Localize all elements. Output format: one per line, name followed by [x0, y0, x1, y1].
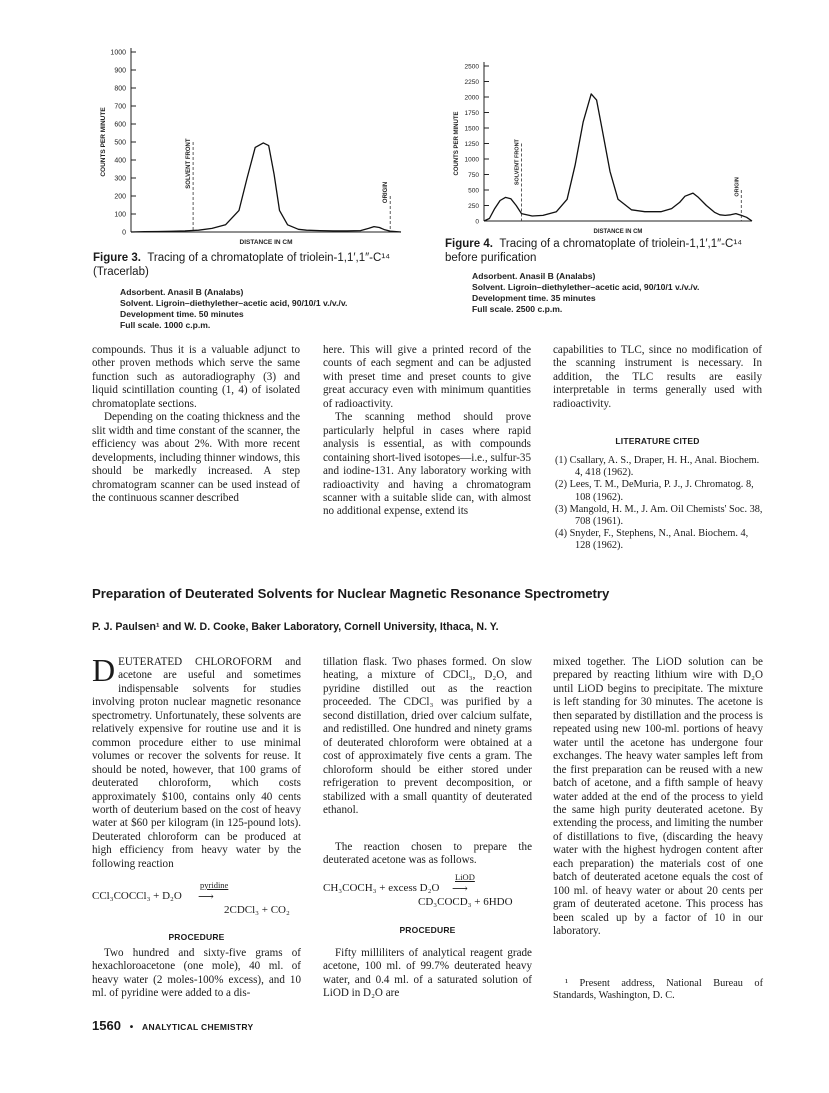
y-tick-label: 2000 — [464, 94, 479, 102]
y-axis-label: COUNTS PER MINUTE — [454, 111, 460, 176]
article-column-2: tillation flask. Two phases formed. On slow heating, a mixture of CDCl₃, D₂O, and pyridine distilled out as the reaction proceeded. The CDCl₃ was purified by a second distillation, dried over calcium sulfate, and redistilled. One hundred and ninety grams of deuterated chloroform were obtained at a cost of approximately five cents a gram. The chloroform should be either stored under refrigeration to prevent decomposition, or stabilized with a small quantity of deuterated ethanol. — [323, 656, 532, 816]
y-tick-label: 600 — [114, 121, 126, 129]
figure-4-caption: Figure 4. Tracing of a chromatoplate of triolein-1,1′,1″-C¹⁴ before purification — [445, 238, 743, 264]
y-tick-label: 700 — [114, 103, 126, 111]
y-tick-label: 800 — [114, 85, 126, 93]
y-axis-label: COUNTS PER MINUTE — [100, 107, 107, 177]
page-number: 1560 — [92, 1018, 121, 1033]
reference-3: (3) Mangold, H. M., J. Am. Oil Chemists' Soc. 38, 708 (1961). — [555, 503, 763, 528]
y-tick-label: 1500 — [464, 125, 479, 133]
y-tick-label: 1000 — [110, 49, 126, 57]
y-tick-label: 500 — [114, 139, 126, 147]
figure-4-meta: Adsorbent. Anasil B (Analabs) Solvent. Ligroin–diethylether–acetic acid, 90/10/1 v./v./v. Development time. 35 minutes Full scale. 2500 c.p.m. — [472, 271, 700, 314]
x-axis-label: DISTANCE IN CM — [239, 239, 293, 246]
reference-1: (1) Csallary, A. S., Draper, H. H., Anal. Biochem. 4, 418 (1962). — [555, 455, 760, 479]
top-column-2: here. This will give a printed record of the counts of each segment and can be adjusted with preset time and preset counts to give great accuracy even with minimum quantities of radioactivity. The scanning method should prove particularly helpful in cases where rapid analysis is essential, as with compounds containing short-lived isotopes—i.e., sulfur-35 and iodine-131. Any laboratory working with radioactivity and having a chromatogram scanner with a suitable slide can, with almost no additional expense, extend its — [323, 344, 531, 518]
trace-line — [484, 94, 752, 221]
y-tick-label: 2250 — [464, 79, 479, 86]
y-tick-label: 250 — [468, 203, 479, 210]
article-column-1: DEUTERATED CHLOROFORM and acetone are useful and sometimes indispensable solvents for studies involving proton nuclear magnetic resonance spectrometry. Unfortunately, these solvents are relatively expensive for routine use and it is common procedure either to use minimal volumes or recover the solvents for reuse. It should be noted, however, that 100 grams of deuterated chloroform, which costs approximately $100, contains only 40 cents worth of deuterium based on the cost of heavy water at $60 per kilogram (in 125-pound lots). Deuterated chloroform can be produced at high efficiency from heavy water by the following reaction — [92, 652, 302, 870]
article-column-2c: Fifty milliliters of analytical reagent grade acetone, 100 ml. of 99.7% deuterated heavy water, and 0.4 ml. of a saturated solution of LiOD in D₂O are — [323, 947, 532, 1000]
solvent-front-label: SOLVENT FRONT — [514, 139, 521, 186]
top-column-3: capabilities to TLC, since no modification of the scanning instrument is necessary. In addition, the TLC results are easily interpretable in terms generally used with radioactivity. — [553, 344, 762, 410]
procedure-heading-1: PROCEDURE — [168, 932, 225, 942]
y-tick-label: 1750 — [464, 110, 479, 117]
figure-3-meta: Adsorbent. Anasil B (Analabs) Solvent. Ligroin–diethylether–acetic acid, 90/10/1 v./v./v. Development time. 50 minutes Full scale. 1000 c.p.m. — [120, 287, 348, 330]
y-tick-label: 900 — [114, 67, 126, 75]
page-footer: 1560 • ANALYTICAL CHEMISTRY — [92, 1018, 254, 1033]
figure-3-chart — [88, 42, 408, 247]
solvent-front-label: SOLVENT FRONT — [186, 138, 193, 189]
y-tick-label: 200 — [114, 193, 126, 201]
article-title: Preparation of Deuterated Solvents for Nuclear Magnetic Resonance Spectrometry — [92, 586, 610, 601]
footnote: ¹ Present address, National Bureau of Standards, Washington, D. C. — [553, 978, 763, 1002]
y-tick-label: 0 — [475, 218, 479, 226]
article-column-2b: The reaction chosen to prepare the deuterated acetone was as follows. — [323, 841, 532, 867]
article-column-3: mixed together. The LiOD solution can be prepared by reacting lithium wire with D₂O until LiOD begins to precipitate. The mixture is left standing for 30 minutes. The acetone is then separated by distillation and the process is repeated using new 100-ml. portions of heavy water until the acetone has undergone four exchanges. The heavy water samples left from the first preparation can be reused with a new batch of acetone, and a fifth sample of heavy water added at the end of the process to yield the same high purity deuterated acetone. By extending the process, and limiting the number of distillations to five, (discarding the heavy water with the highest hydrogen content after each preparation) the materials cost of one batch of deuterated acetone equals the cost of 100 ml. of heavy water or about 20 cents per gram of deuterated acetone. This process has been scaled up by a factor of 10 in our laboratory. — [553, 656, 763, 938]
drop-cap: D — [92, 652, 116, 688]
y-tick-label: 400 — [114, 157, 126, 165]
y-tick-label: 500 — [468, 187, 479, 195]
figure-3-caption: Figure 3. Tracing of a chromatoplate of triolein-1,1′,1″-C¹⁴ (Tracerlab) — [93, 252, 391, 278]
y-tick-label: 100 — [114, 211, 126, 219]
literature-cited-heading: LITERATURE CITED — [615, 436, 700, 446]
y-tick-label: 0 — [122, 229, 126, 237]
journal-name: ANALYTICAL CHEMISTRY — [142, 1022, 254, 1032]
top-column-1: compounds. Thus it is a valuable adjunct to other proven methods which serve the same function such as autoradiography (3) and liquid scintillation counting (1, 4) of isolated chromatoplate sections. Depending on the coating thickness and the slit width and time constant of the scanner, the efficiency was about 2%. With more recent developments, including thinner windows, this should be markedly increased. A step chromatogram scanner can be used instead of the continuous scanner described — [92, 344, 300, 504]
origin-label: ORIGIN — [734, 177, 741, 197]
reference-2: (2) Lees, T. M., DeMuria, P. J., J. Chromatog. 8, 108 (1962). — [555, 479, 754, 503]
y-tick-label: 1000 — [464, 156, 479, 164]
x-axis-label: DISTANCE IN CM — [593, 229, 643, 235]
figure-4-chart — [438, 56, 768, 236]
trace-line — [131, 143, 401, 232]
origin-label: ORIGIN — [383, 181, 390, 204]
y-tick-label: 750 — [468, 172, 479, 179]
reference-4: (4) Snyder, F., Stephens, N., Anal. Biochem. 4, 128 (1962). — [555, 528, 749, 552]
reference-list — [555, 455, 765, 553]
procedure-heading-2: PROCEDURE — [399, 925, 456, 935]
y-tick-label: 300 — [114, 175, 126, 183]
article-column-1b: Two hundred and sixty-five grams of hexachloroacetone (one mole), 40 ml. of heavy water (2 moles-100% excess), and 10 ml. of pyridine were added to a dis- — [92, 947, 301, 1000]
equation-2: CH₃COCH₃ + excess D₂O LiOD ⟶ CD₃COCD₃ + 6HDO — [323, 872, 513, 908]
y-tick-label: 2500 — [464, 63, 479, 71]
y-tick-label: 1250 — [464, 141, 479, 148]
equation-1: CCl₃COCCl₃ + D₂O pyridine ⟶ 2CDCl₃ + CO₂ — [92, 880, 290, 916]
article-authors: P. J. Paulsen¹ and W. D. Cooke, Baker Laboratory, Cornell University, Ithaca, N. Y. — [92, 621, 499, 633]
